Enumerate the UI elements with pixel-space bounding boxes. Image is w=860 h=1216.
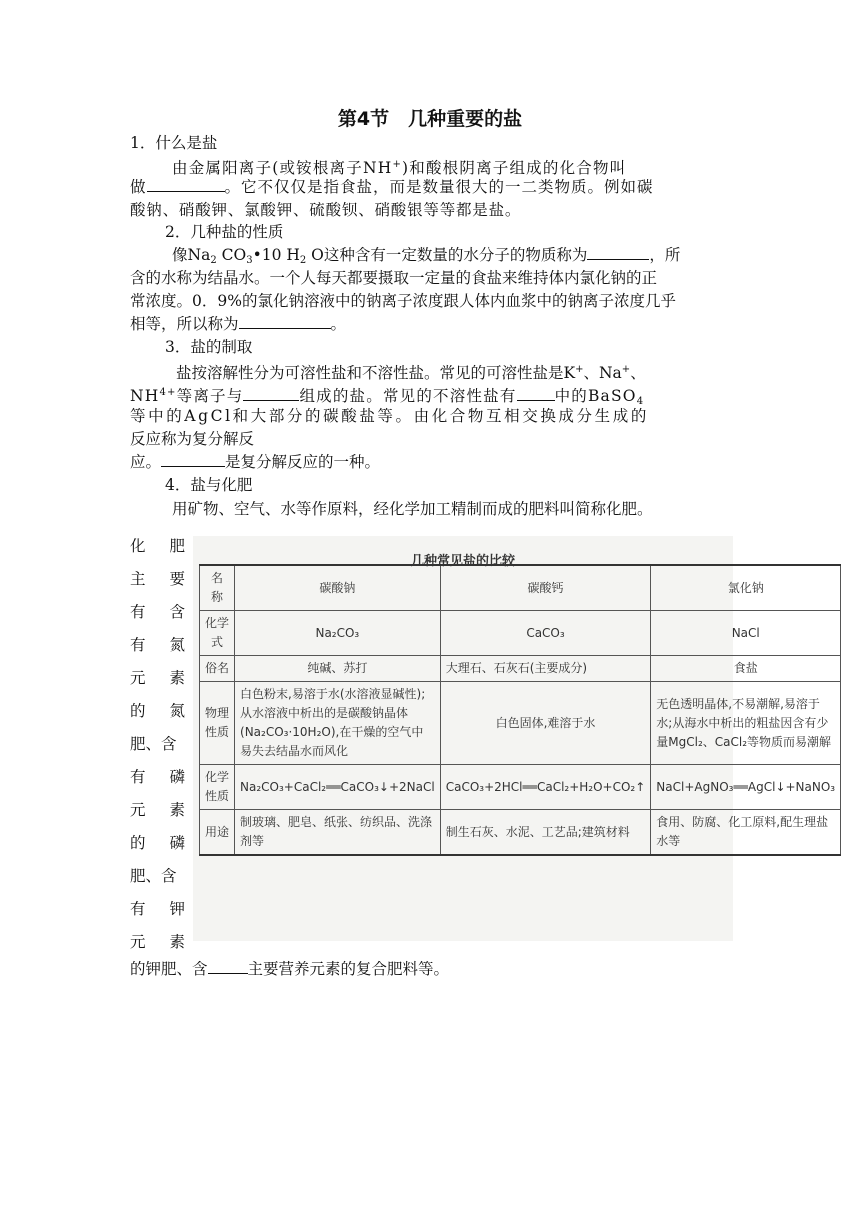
section-1-heading: 1．什么是盐 <box>130 134 218 152</box>
blank-1[interactable] <box>147 176 225 192</box>
side-row: 元 素 <box>130 933 185 951</box>
blank-7[interactable] <box>208 958 248 974</box>
side-row: 有 钾 <box>130 900 185 918</box>
side-row: 肥、含 <box>130 867 177 885</box>
side-row: 有 氮 <box>130 636 185 654</box>
table-header-cell: 氯化钠 <box>651 565 841 611</box>
table-header-cell: 碳酸钙 <box>440 565 651 611</box>
section-3-text: 盐按溶解性分为可溶性盐和不溶性盐。常见的可溶性盐是K+、Na+、 <box>176 364 646 382</box>
blank-2[interactable] <box>587 244 649 260</box>
section-2-text-2: 含的水称为结晶水。一个人每天都要摄取一定量的食盐来维持体内氯化钠的正 <box>130 269 658 287</box>
table-cell: Na₂CO₃+CaCl₂══CaCO₃↓+2NaCl <box>235 765 441 810</box>
section-1-text-2: 做 。它不仅仅是指食盐，而是数量很大的一二类物质。例如碳 <box>130 178 654 196</box>
table-cell: CaCO₃ <box>440 611 651 656</box>
side-text-column <box>130 530 185 959</box>
section-2-text: 像$Na_2$ $CO_3•10$ $H_2$ O这种含有一定数量的水分子的物质称为 ，所 <box>172 246 681 266</box>
table-row-label: 物理性质 <box>200 682 235 765</box>
section-2-heading: 2．几种盐的性质 <box>165 223 284 241</box>
table-row-label: 化学式 <box>200 611 235 656</box>
side-row: 的 氮 <box>130 702 185 720</box>
section-4-last-line: 的钾肥、含 主要营养元素的复合肥料等。 <box>130 960 450 978</box>
section-3-text-4: 反应称为复分解反 <box>130 430 255 448</box>
side-row: 的 磷 <box>130 834 185 852</box>
table-cell: 制玻璃、肥皂、纸张、纺织品、洗涤剂等 <box>235 810 441 856</box>
table-cell: CaCO₃+2HCl══CaCl₂+H₂O+CO₂↑ <box>440 765 651 810</box>
side-row: 元 素 <box>130 669 185 687</box>
blank-4[interactable] <box>243 385 299 401</box>
table-row <box>200 765 841 810</box>
section-2-text-4: 相等，所以称为 。 <box>130 315 347 333</box>
table-cell: Na₂CO₃ <box>235 611 441 656</box>
side-row: 化 肥 <box>130 537 185 555</box>
section-3-text-5: 应。 是复分解反应的一种。 <box>130 453 381 471</box>
side-row: 有 含 <box>130 603 185 621</box>
table-cell: 白色固体,难溶于水 <box>440 682 651 765</box>
table-cell: NaCl+AgNO₃══AgCl↓+NaNO₃ <box>651 765 841 810</box>
table-row <box>200 682 841 765</box>
table-row <box>200 810 841 856</box>
table-cell: 白色粉末,易溶于水(水溶液显碱性);从水溶液中析出的是碳酸钠晶体(Na₂CO₃·10H₂O),在干燥的空气中易失去结晶水而风化 <box>235 682 441 765</box>
table-row-label: 化学性质 <box>200 765 235 810</box>
table-row-label: 用途 <box>200 810 235 856</box>
table-cell: 制生石灰、水泥、工艺品;建筑材料 <box>440 810 651 856</box>
table-caption: 几种常见盐的比较 <box>410 554 515 569</box>
section-3-heading: 3．盐的制取 <box>165 338 253 356</box>
table-cell: 大理石、石灰石(主要成分) <box>440 656 651 682</box>
table-cell: 无色透明晶体,不易潮解,易溶于水;从海水中析出的粗盐因含有少量MgCl₂、CaCl₂等物质而易潮解 <box>651 682 841 765</box>
side-row: 主 要 <box>130 570 185 588</box>
table-header-row <box>200 565 841 611</box>
side-row: 有 磷 <box>130 768 185 786</box>
table-header-cell: 碳酸钠 <box>235 565 441 611</box>
blank-6[interactable] <box>161 451 225 467</box>
side-row: 元 素 <box>130 801 185 819</box>
table-cell: 食盐 <box>651 656 841 682</box>
section-4-text: 用矿物、空气、水等作原料，经化学加工精制而成的肥料叫简称化肥。 <box>172 500 653 518</box>
table-row <box>200 611 841 656</box>
table-cell: NaCl <box>651 611 841 656</box>
table-cell: 纯碱、苏打 <box>235 656 441 682</box>
blank-3[interactable] <box>239 313 331 329</box>
section-2-text-3: 常浓度。0．9%的氯化钠溶液中的钠离子浓度跟人体内血浆中的钠离子浓度几乎 <box>130 292 676 310</box>
section-3-text-2: $NH^{4+}$等离子与 组成的盐。常见的不溶性盐有 中的BaSO$_4$ <box>130 387 645 407</box>
table-header-cell: 名 称 <box>200 565 235 611</box>
blank-5[interactable] <box>517 385 555 401</box>
section-4-heading: 4．盐与化肥 <box>165 476 253 494</box>
table-row-label: 俗名 <box>200 656 235 682</box>
table-cell: 食用、防腐、化工原料,配生理盐水等 <box>651 810 841 856</box>
side-row: 肥、含 <box>130 735 177 753</box>
table-row <box>200 656 841 682</box>
salt-comparison-table <box>199 564 841 856</box>
page-title: 第4节 几种重要的盐 <box>337 108 523 130</box>
salt-comparison-table-image <box>193 536 836 941</box>
section-1-text: 由金属阳离子(或铵根离子NH+)和酸根阴离子组成的化合物叫 <box>172 159 627 177</box>
section-1-text-3: 酸钠、硝酸钾、氯酸钾、硫酸钡、硝酸银等等都是盐。 <box>130 201 522 219</box>
section-3-text-3: 等中的AgCl和大部分的碳酸盐等。由化合物互相交换成分生成的 <box>130 407 649 425</box>
